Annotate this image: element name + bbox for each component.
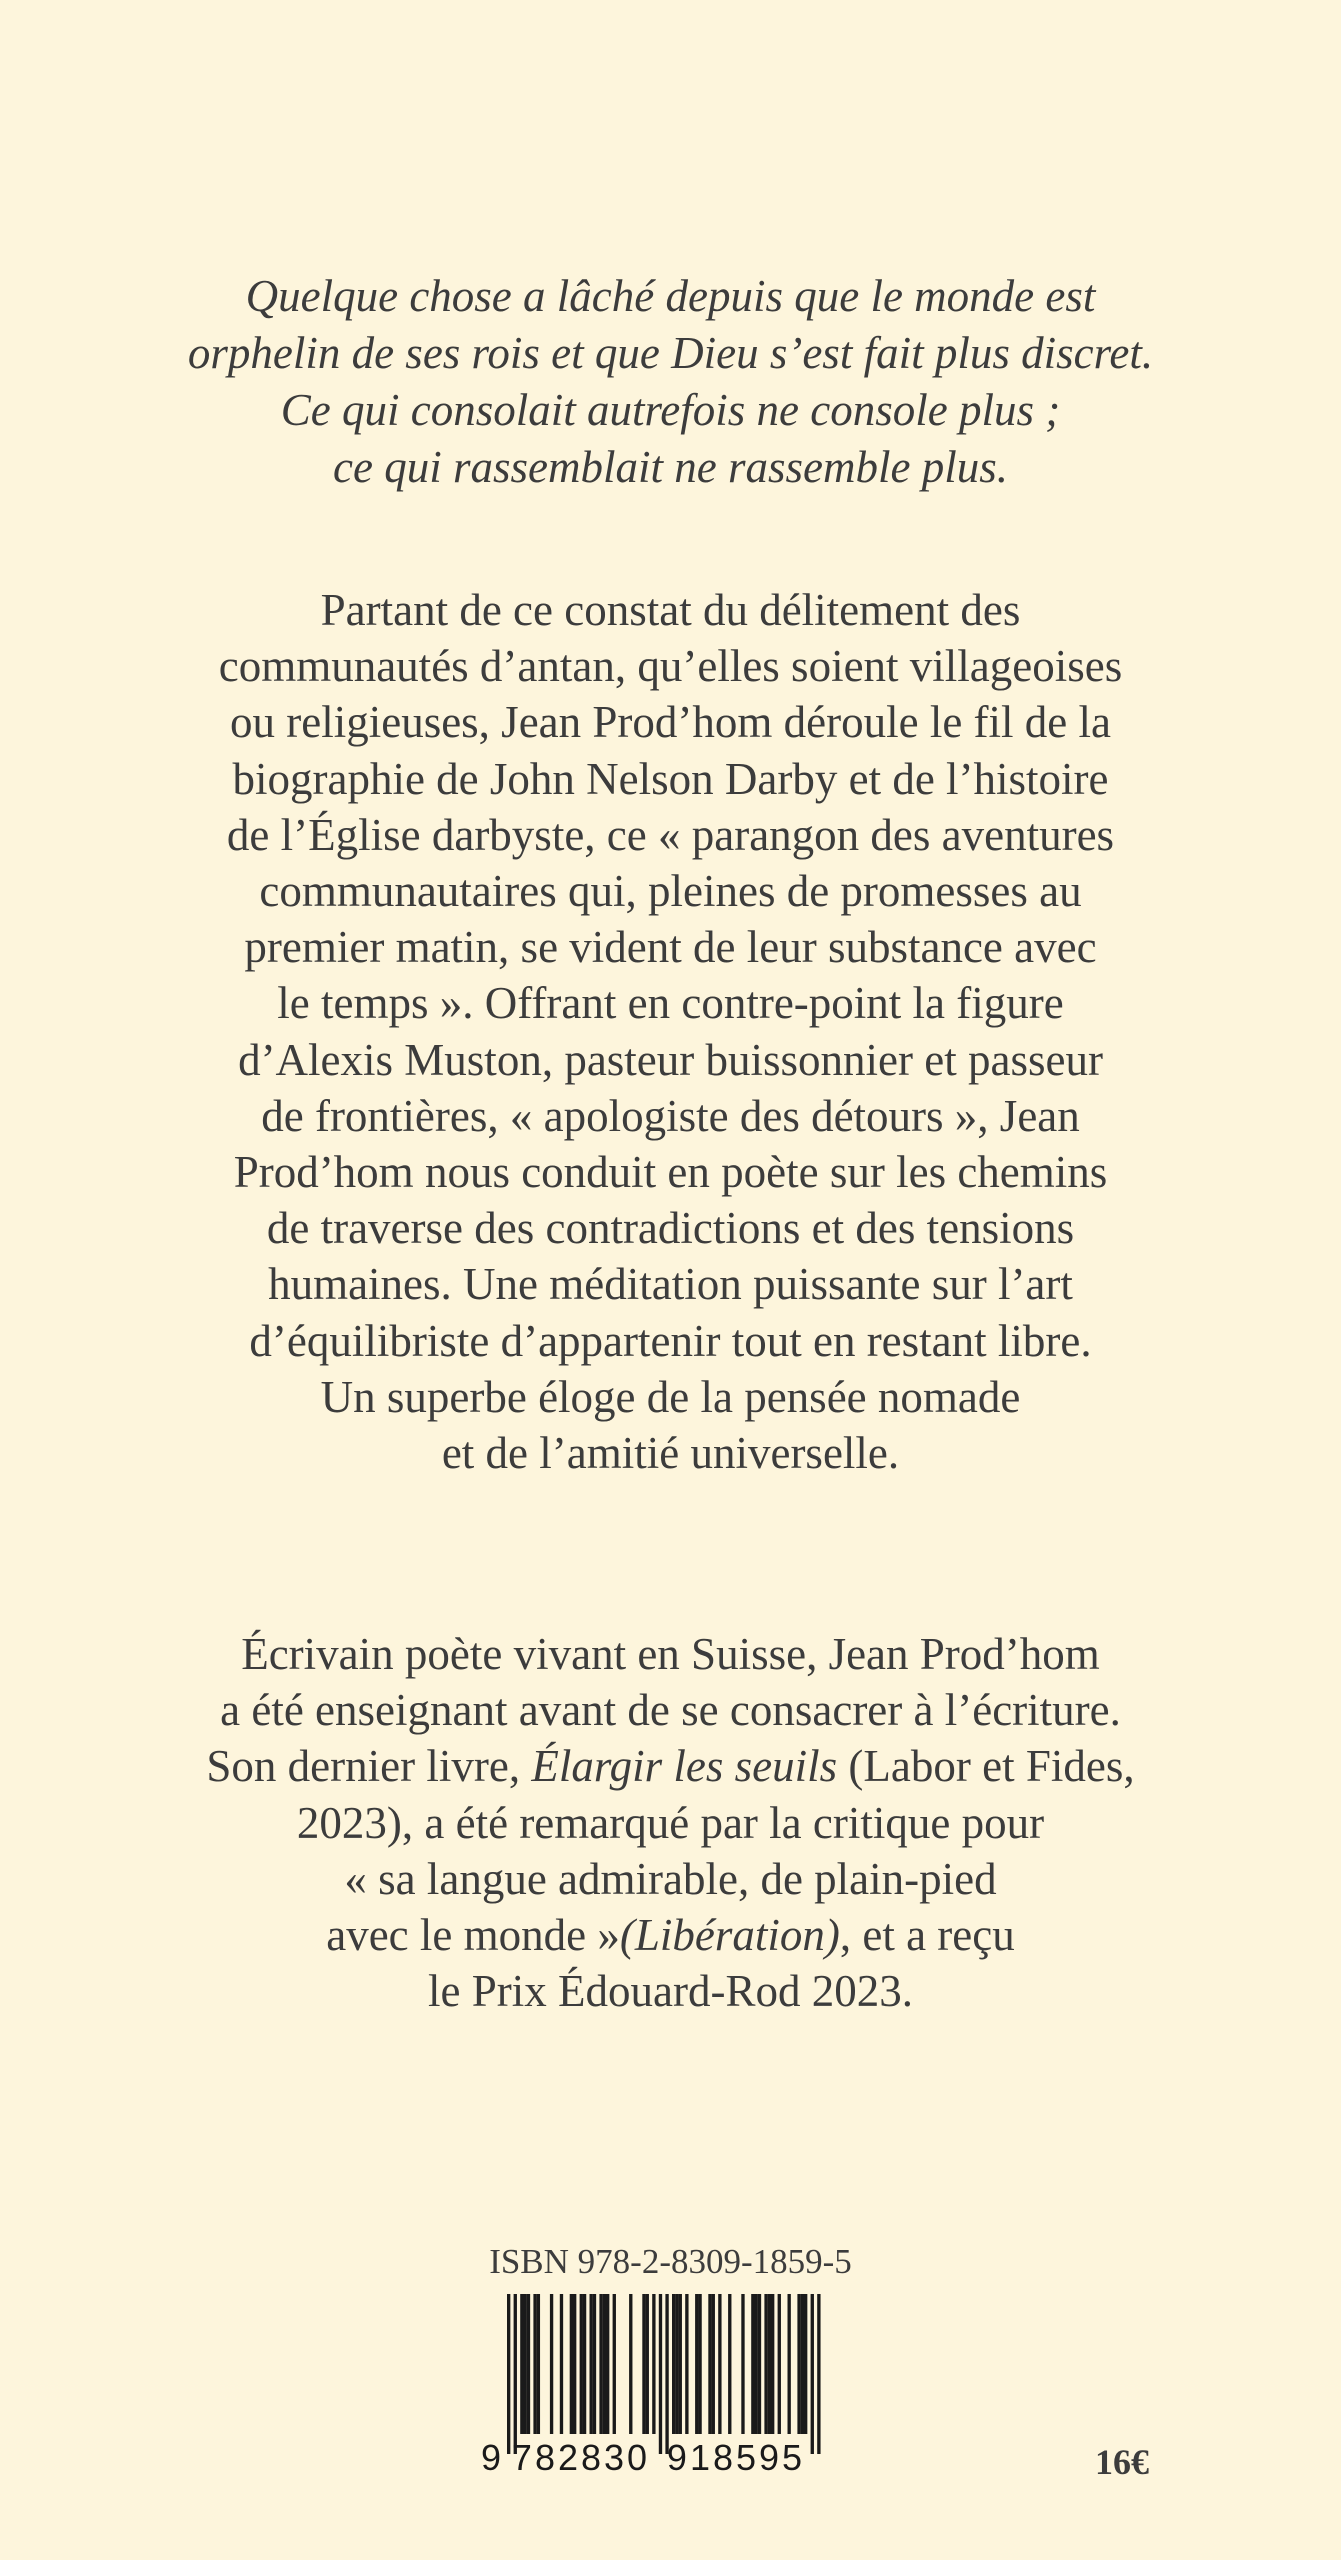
barcode-bar xyxy=(593,2294,596,2434)
isbn-label: ISBN 978-2-8309-1859-5 xyxy=(489,2242,852,2281)
barcode-bar xyxy=(764,2294,767,2434)
barcode-guard-bar xyxy=(817,2294,820,2454)
bio-line: « sa langue admirable, de plain-pied xyxy=(344,1853,997,1904)
summary-line: le temps ». Offrant en contre-point la figure xyxy=(277,978,1064,1029)
barcode-bar xyxy=(675,2294,678,2434)
summary-line: Prod’hom nous conduit en poète sur les chemins xyxy=(233,1147,1108,1198)
summary-line: de traverse des contradictions et des tensions xyxy=(266,1203,1075,1254)
barcode-left-digits: 782830 xyxy=(511,2437,651,2472)
barcode-guard-bar xyxy=(665,2294,668,2454)
summary-line: de frontières, « apologiste des détours », Jean xyxy=(261,1090,1080,1141)
barcode-bar xyxy=(778,2294,781,2434)
barcode-bar xyxy=(718,2294,721,2434)
epigraph-line: Ce qui consolait autrefois ne console plus ; xyxy=(280,385,1061,435)
barcode-bar xyxy=(583,2294,586,2434)
barcode-bar xyxy=(524,2294,527,2434)
barcode-first-digit: 9 xyxy=(481,2437,502,2472)
barcode-bar xyxy=(603,2294,606,2434)
summary-line: communautés d’antan, qu’elles soient villageoises xyxy=(218,641,1123,692)
barcode-bar xyxy=(580,2294,583,2434)
bio-line xyxy=(0,1738,1341,1794)
summary-line: communautaires qui, pleines de promesses au xyxy=(259,866,1082,917)
previous-book-title: Élargir les seuils xyxy=(531,1741,838,1792)
bio-line: Écrivain poète vivant en Suisse, Jean Prod’hom xyxy=(241,1629,1100,1679)
summary-line: de l’Église darbyste, ce « parangon des aventures xyxy=(226,809,1115,860)
barcode-bar xyxy=(801,2294,804,2434)
back-cover-epigraph xyxy=(0,268,1341,496)
barcode-bar xyxy=(613,2294,616,2434)
barcode-bar xyxy=(646,2294,649,2434)
barcode-bar xyxy=(590,2294,593,2434)
summary-line: Partant de ce constat du délitement des xyxy=(320,585,1021,635)
barcode-bar xyxy=(685,2294,688,2434)
epigraph-line: ce qui rassemblait ne rassemble plus. xyxy=(333,442,1008,492)
summary-line: premier matin, se vident de leur substance avec xyxy=(244,922,1097,973)
bio-line: le Prix Édouard-Rod 2023. xyxy=(428,1966,913,2017)
barcode-bar xyxy=(768,2294,771,2434)
barcode-bar xyxy=(560,2294,563,2434)
barcode-bar xyxy=(629,2294,632,2434)
barcode-digits xyxy=(481,2437,805,2472)
barcode-bar xyxy=(573,2294,576,2434)
barcode-bar xyxy=(695,2294,698,2434)
barcode-bar xyxy=(804,2294,807,2434)
bio-line: a été enseignant avant de se consacrer à l’écriture. xyxy=(220,1685,1121,1736)
barcode-guard-bar xyxy=(811,2294,814,2454)
barcode-bar xyxy=(527,2294,530,2434)
summary-line: ou religieuses, Jean Prod’hom déroule le fil de la xyxy=(230,697,1111,748)
barcode-bar xyxy=(672,2294,675,2434)
barcode-bar xyxy=(771,2294,774,2434)
epigraph-line: Quelque chose a lâché depuis que le monde est xyxy=(245,271,1096,321)
barcode-bars xyxy=(507,2294,821,2454)
barcode-bar xyxy=(652,2294,655,2434)
barcode-guard-bar xyxy=(659,2294,662,2454)
barcode-right-digits: 918595 xyxy=(666,2437,806,2472)
bio-line: 2023), a été remarqué par la critique pour xyxy=(296,1797,1045,1848)
barcode-bar xyxy=(755,2294,758,2434)
price-label: 16€ xyxy=(1095,2442,1149,2482)
barcode-bar xyxy=(698,2294,701,2434)
summary-line: d’Alexis Muston, pasteur buissonnier et passeur xyxy=(238,1034,1103,1085)
barcode-bar xyxy=(533,2294,536,2434)
bio-text: avec le monde » xyxy=(326,1910,620,1961)
summary-line: Un superbe éloge de la pensée nomade xyxy=(320,1371,1021,1422)
barcode-bar xyxy=(537,2294,540,2434)
barcode-bar xyxy=(751,2294,754,2434)
press-source: (Libération) xyxy=(619,1910,840,1961)
bio-text: Son dernier livre, xyxy=(206,1741,532,1792)
bio-text: (Labor et Fides, xyxy=(837,1741,1135,1792)
summary-line: biographie de John Nelson Darby et de l’histoire xyxy=(232,753,1109,804)
barcode-bar xyxy=(606,2294,609,2434)
summary-line: d’équilibriste d’appartenir tout en restant libre. xyxy=(249,1315,1092,1366)
summary-line: humaines. Une méditation puissante sur l’art xyxy=(268,1259,1073,1310)
barcode-bar xyxy=(758,2294,761,2434)
barcode-bar xyxy=(642,2294,645,2434)
barcode-bar xyxy=(788,2294,791,2434)
barcode-bar xyxy=(520,2294,523,2434)
barcode-bar xyxy=(570,2294,573,2434)
barcode-bar xyxy=(679,2294,682,2434)
barcode-bar xyxy=(708,2294,711,2434)
book-summary xyxy=(0,582,1341,1481)
summary-line: et de l’amitié universelle. xyxy=(441,1428,900,1479)
barcode xyxy=(481,2290,861,2472)
barcode-bar xyxy=(712,2294,715,2434)
barcode-bar xyxy=(797,2294,800,2434)
bio-line xyxy=(0,1907,1341,1963)
barcode-guard-bar xyxy=(514,2294,517,2454)
bio-text: , et a reçu xyxy=(839,1910,1015,1961)
barcode-bar xyxy=(728,2294,731,2434)
barcode-bar xyxy=(550,2294,553,2434)
epigraph-line: orphelin de ses rois et que Dieu s’est fait plus discret. xyxy=(187,328,1154,378)
barcode-bar xyxy=(599,2294,602,2434)
barcode-guard-bar xyxy=(507,2294,510,2454)
barcode-bar xyxy=(741,2294,744,2434)
author-bio xyxy=(0,1626,1341,2019)
